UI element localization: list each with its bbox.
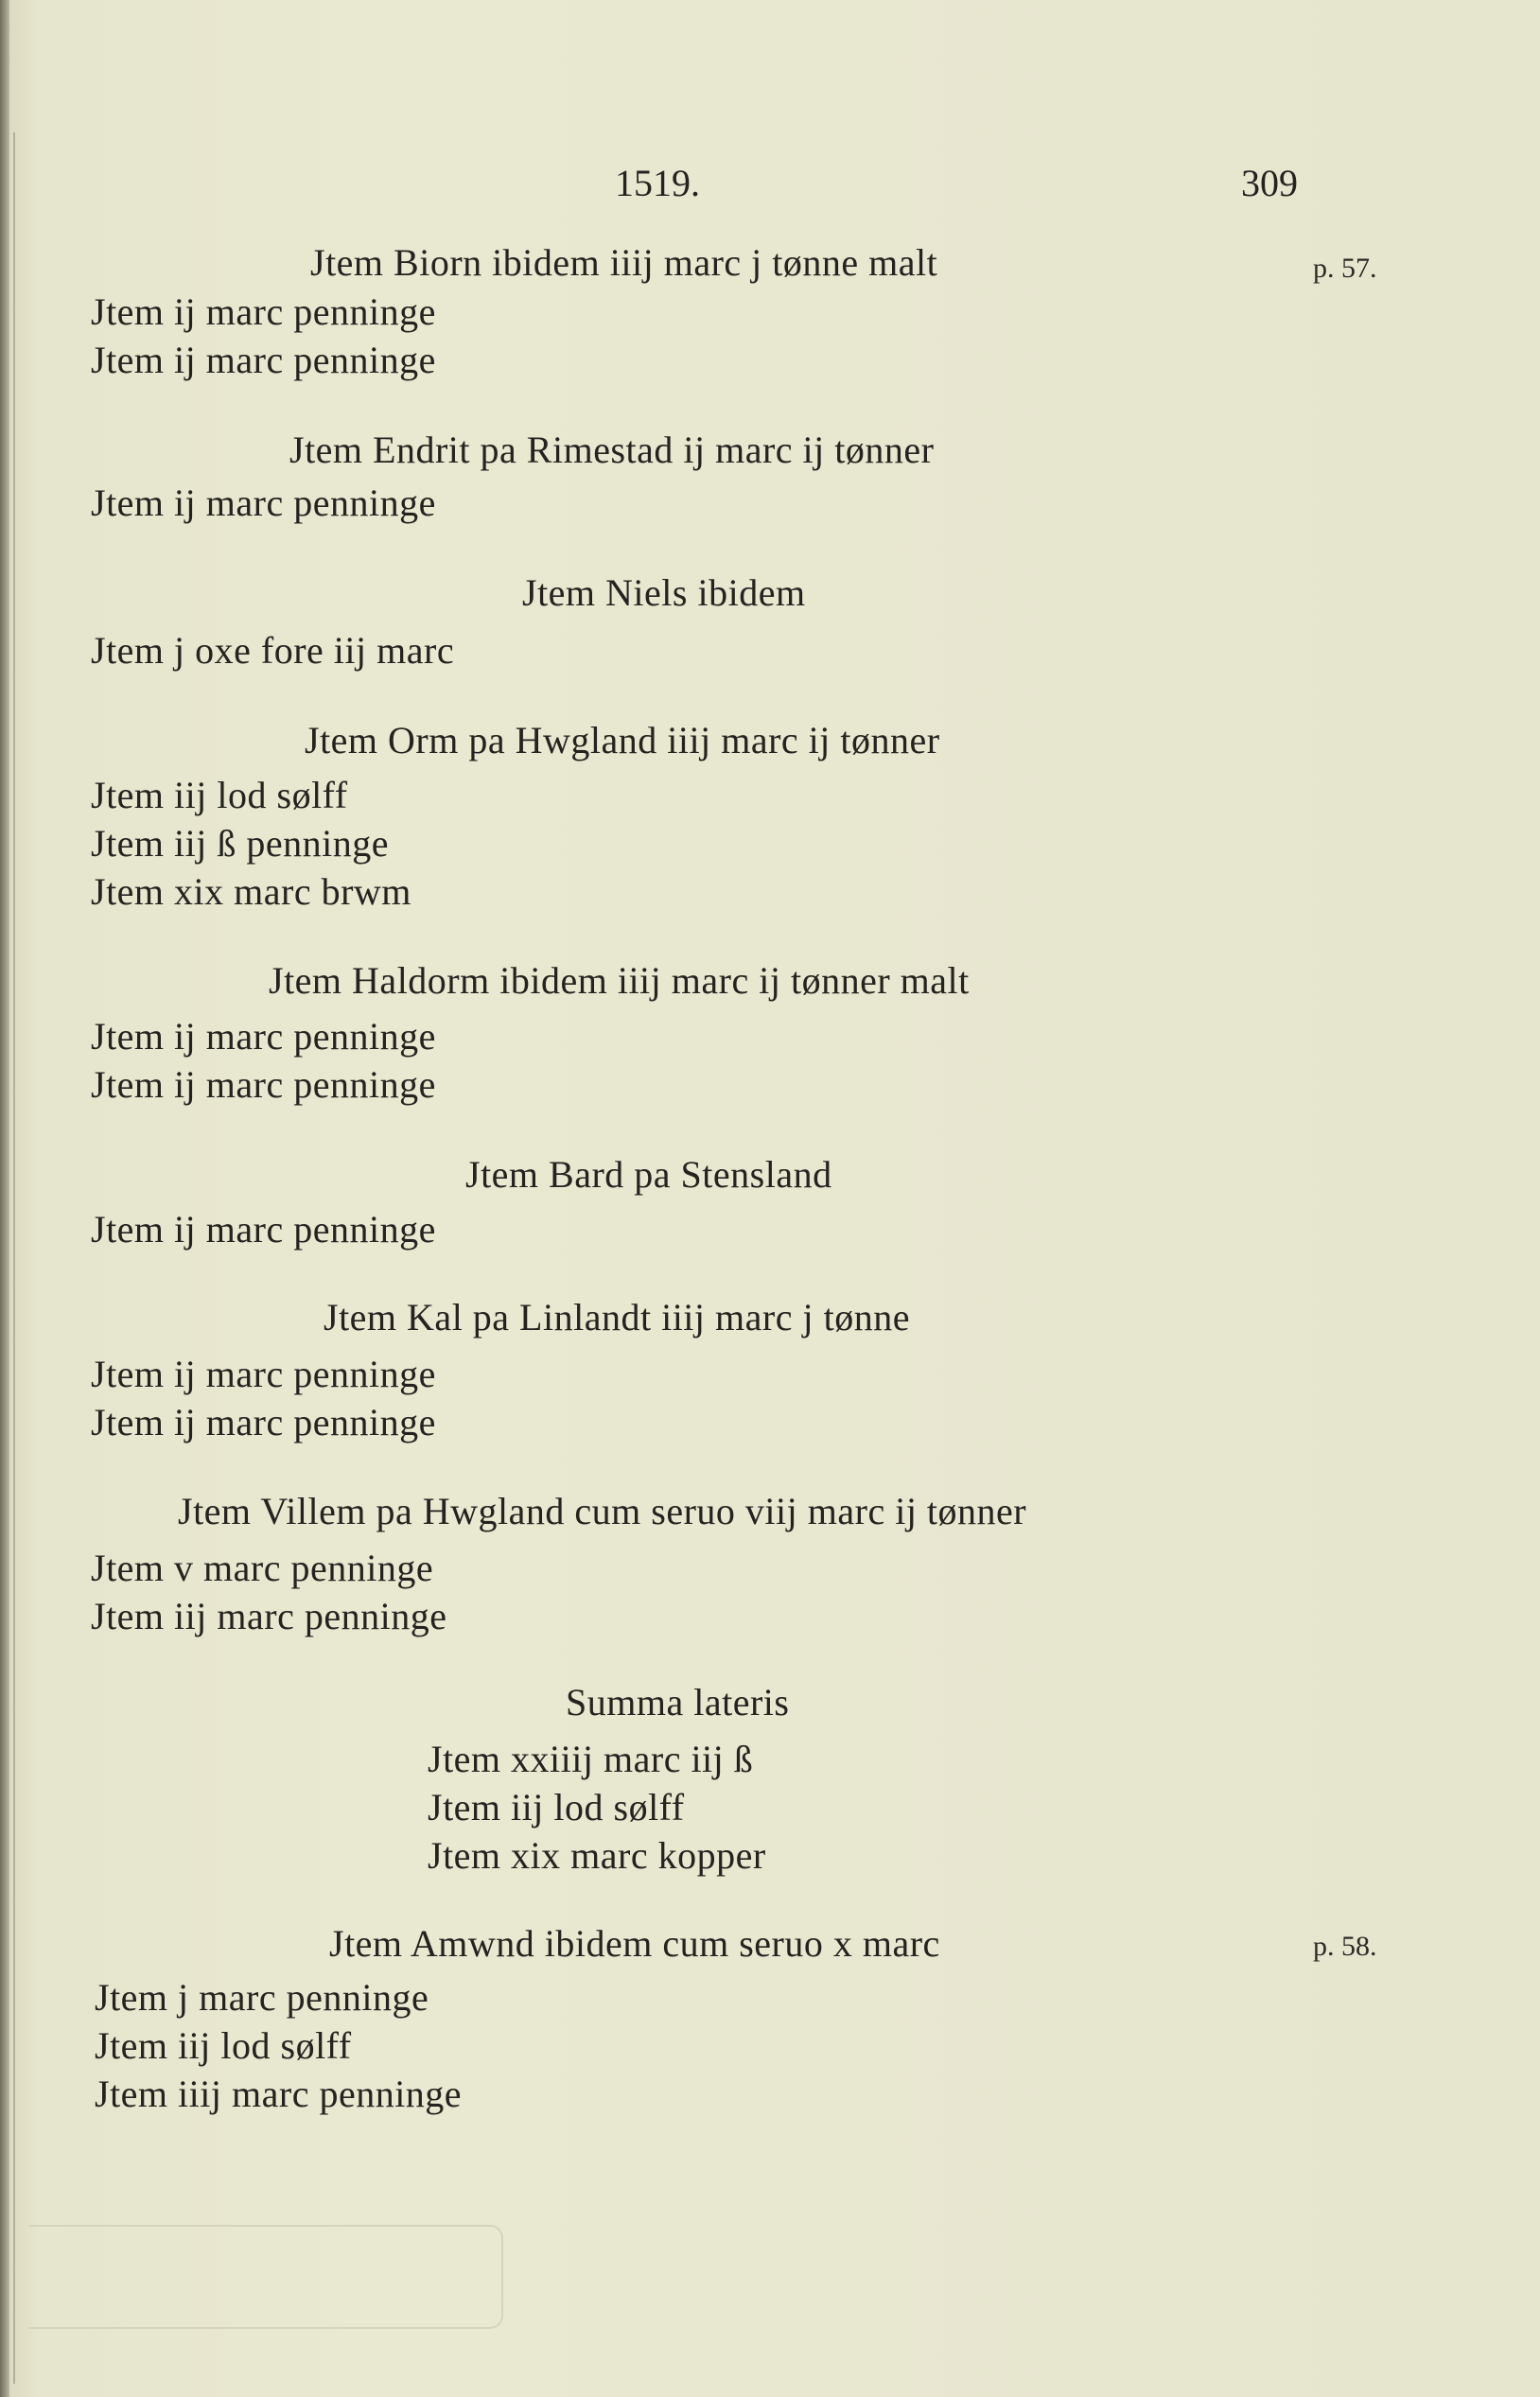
entry-line: Jtem iij lod sølff — [95, 2024, 352, 2067]
entry-line: Jtem j marc penninge — [95, 1976, 429, 2019]
entry-heading: Jtem Amwnd ibidem cum seruo x marc — [329, 1922, 940, 1965]
entry-line: Jtem xix marc brwm — [91, 870, 411, 913]
entry-heading: Jtem Biorn ibidem iiij marc j tønne malt — [310, 241, 938, 284]
entry-line: Jtem iij lod sølff — [91, 774, 348, 816]
margin-page-ref: p. 57. — [1313, 253, 1377, 284]
entry-line: Jtem ij marc penninge — [91, 1353, 436, 1395]
entry-line: Jtem iij marc penninge — [91, 1595, 447, 1637]
paper-tab-mark — [28, 2225, 503, 2329]
entry-heading: Jtem Niels ibidem — [522, 571, 806, 614]
page-edge-line — [13, 132, 15, 2384]
entry-line: Jtem ij marc penninge — [91, 339, 436, 381]
book-spine-edge — [0, 0, 9, 2397]
header-page-number: 309 — [1241, 162, 1298, 204]
entry-line: Jtem ij marc penninge — [91, 481, 436, 524]
entry-heading: Jtem Haldorm ibidem iiij marc ij tønner malt — [269, 959, 970, 1002]
margin-page-ref: p. 58. — [1313, 1931, 1377, 1962]
summary-line: Jtem iij lod sølff — [428, 1786, 685, 1828]
entry-heading: Jtem Kal pa Linlandt iiij marc j tønne — [324, 1296, 910, 1338]
entry-line: Jtem ij marc penninge — [91, 1015, 436, 1058]
entry-line: Jtem iij ß penninge — [91, 822, 390, 865]
summary-heading: Summa lateris — [566, 1681, 790, 1723]
entry-line: Jtem v marc penninge — [91, 1547, 434, 1589]
entry-line: Jtem ij marc penninge — [91, 1401, 436, 1443]
entry-line: Jtem iiij marc penninge — [95, 2073, 463, 2115]
entry-heading: Jtem Orm pa Hwgland iiij marc ij tønner — [305, 719, 940, 761]
entry-line: Jtem j oxe fore iij marc — [91, 629, 455, 672]
entry-line: Jtem ij marc penninge — [91, 290, 436, 333]
entry-heading: Jtem Villem pa Hwgland cum seruo viij marc ij tønner — [178, 1490, 1027, 1532]
header-year: 1519. — [615, 162, 700, 204]
entry-heading: Jtem Endrit pa Rimestad ij marc ij tønner — [289, 429, 935, 471]
summary-line: Jtem xxiiij marc iij ß — [428, 1738, 754, 1780]
entry-line: Jtem ij marc penninge — [91, 1208, 436, 1251]
summary-line: Jtem xix marc kopper — [428, 1834, 766, 1877]
entry-heading: Jtem Bard pa Stensland — [465, 1153, 832, 1196]
entry-line: Jtem ij marc penninge — [91, 1063, 436, 1106]
